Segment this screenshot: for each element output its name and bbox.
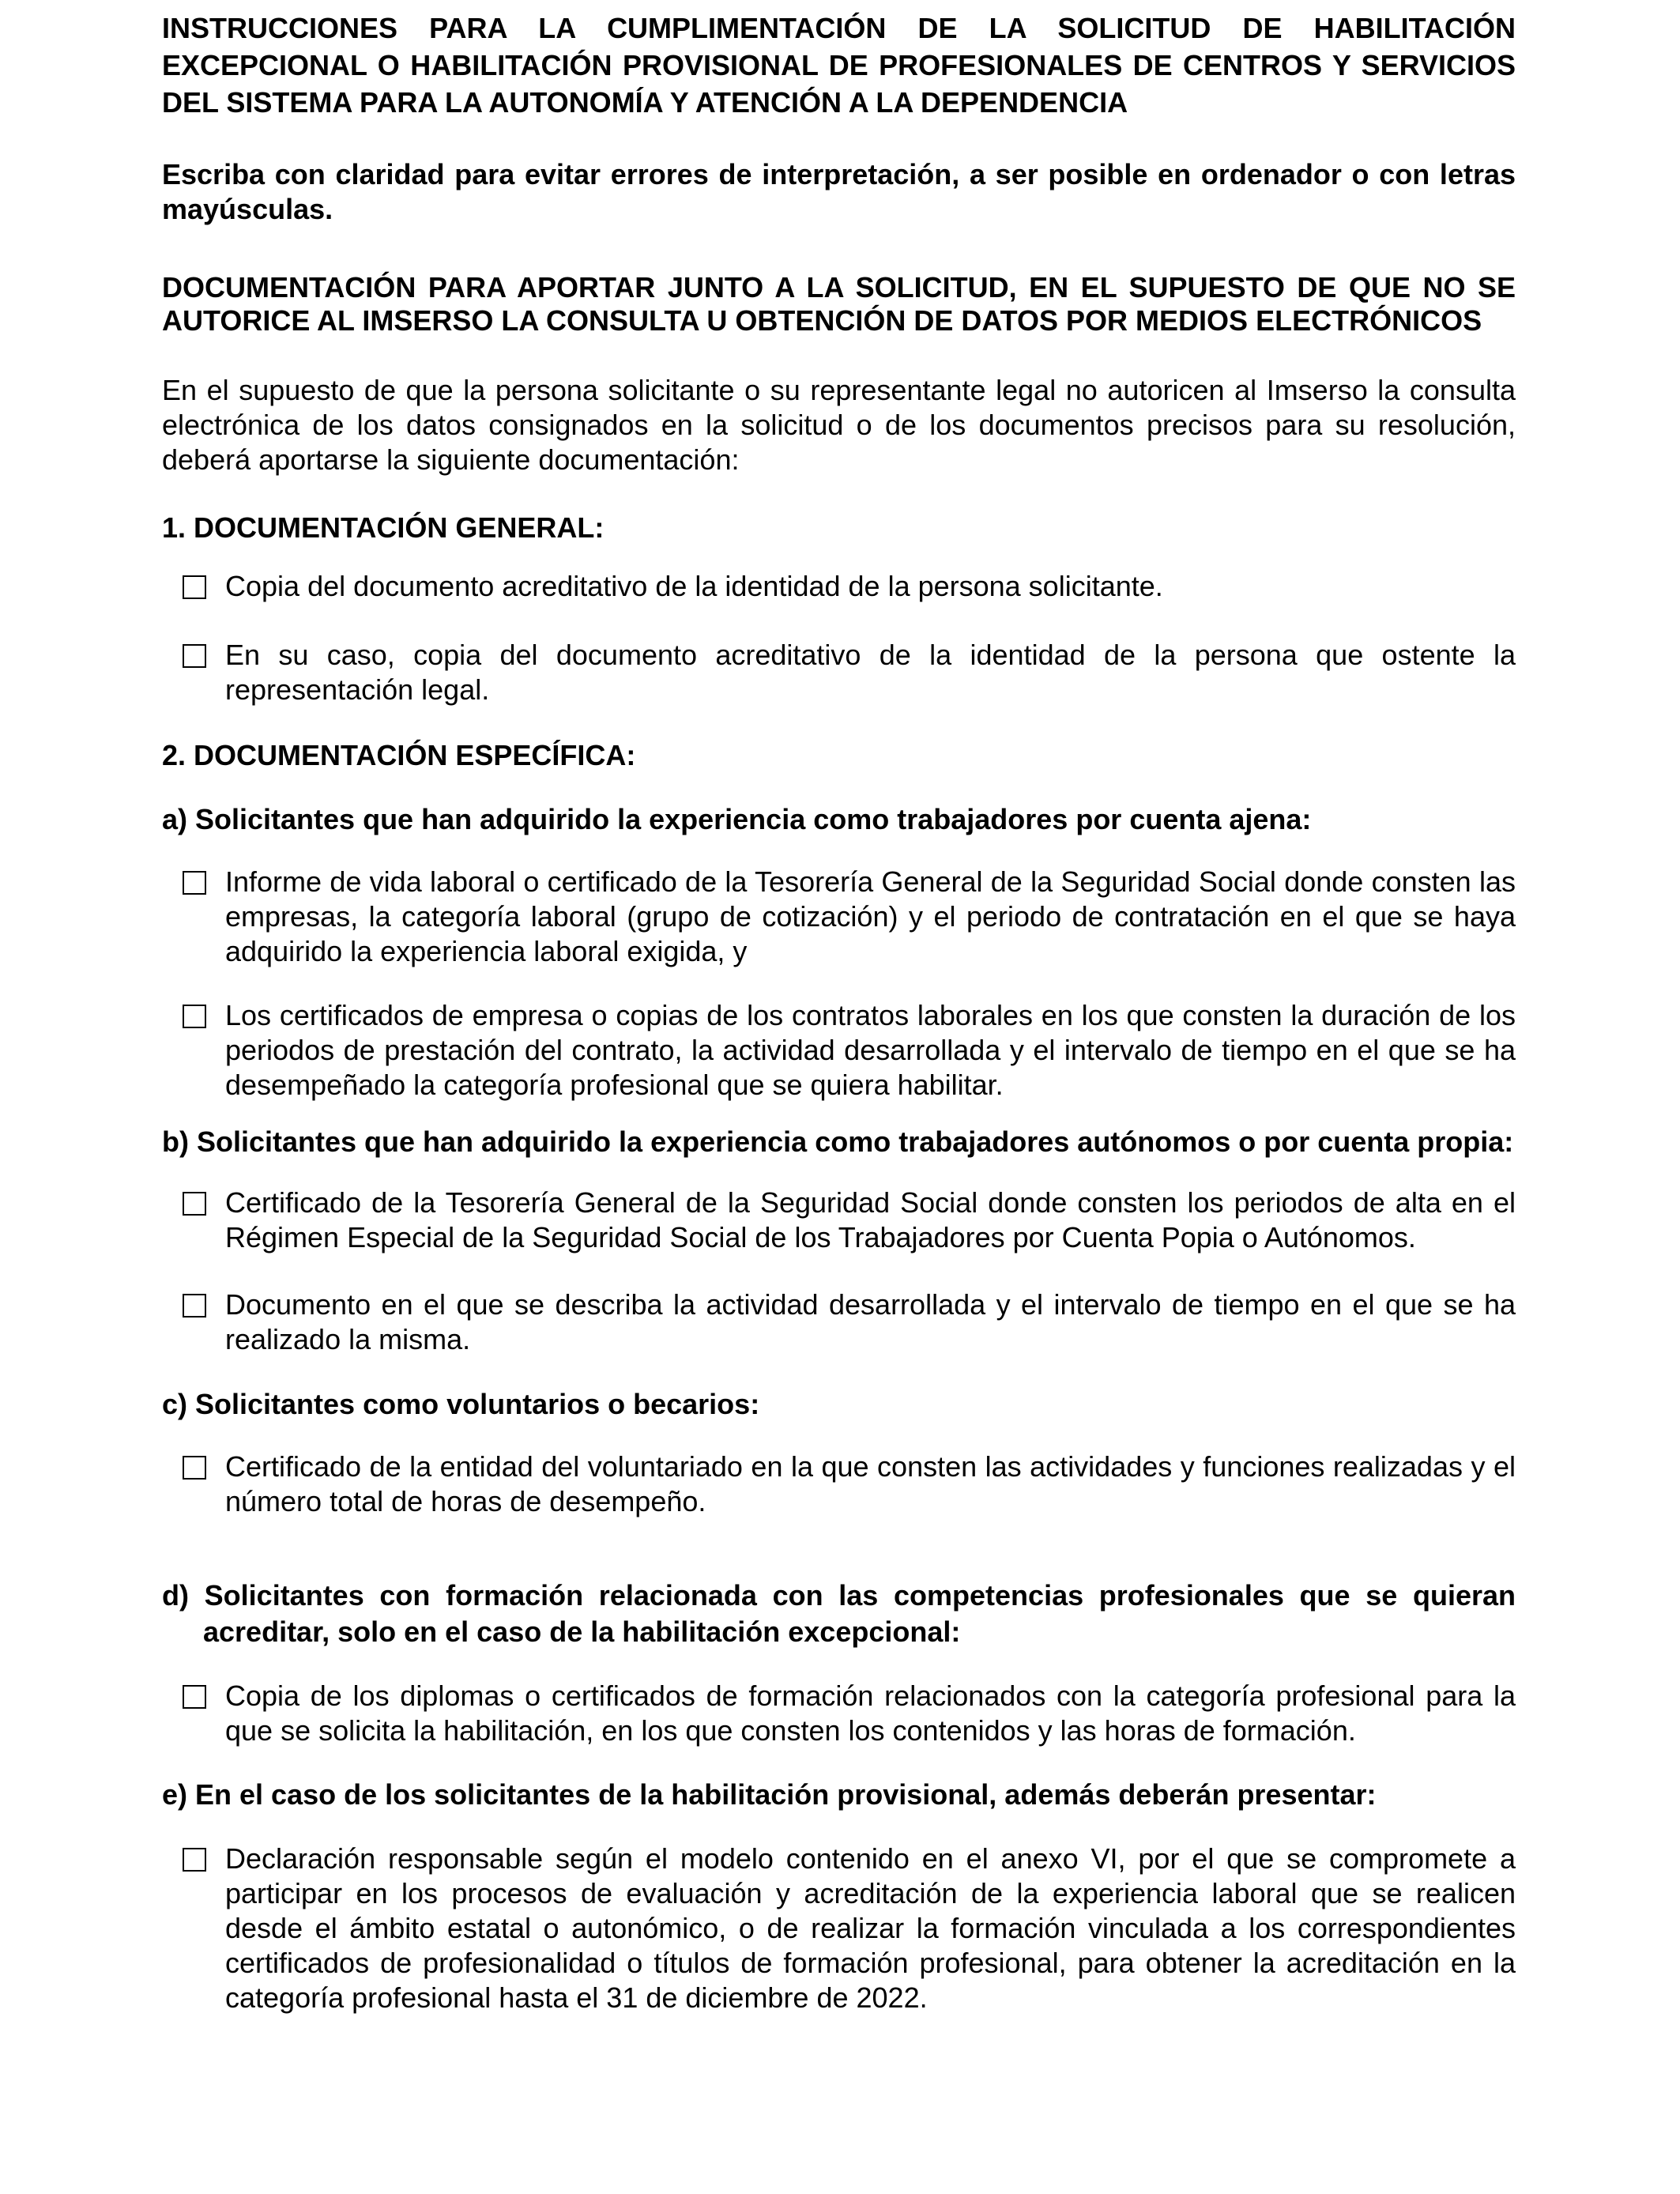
section-d-heading: d) Solicitantes con formación relacionada con las competencias profesionales que se quieran acreditar, solo en el caso de la habilitación excepcional: (162, 1579, 1516, 1648)
section-b-heading: b) Solicitantes que han adquirido la experiencia como trabajadores autónomos o por cuenta propia: (162, 1125, 1514, 1158)
checklist-item-general-identity (162, 569, 1516, 604)
documentation-heading: DOCUMENTACIÓN PARA APORTAR JUNTO A LA SOLICITUD, EN EL SUPUESTO DE QUE NO SE AUTORICE AL IMSERSO LA CONSULTA U OBTENCIÓN DE DATOS POR MEDIOS ELECTRÓNICOS (162, 271, 1516, 337)
checkbox[interactable] (183, 1192, 206, 1216)
item-text: Certificado de la entidad del voluntariado en la que consten las actividades y funciones realizadas y el número total de horas de desempeño. (225, 1450, 1516, 1517)
checkbox[interactable] (183, 644, 206, 668)
document-title: INSTRUCCIONES PARA LA CUMPLIMENTACIÓN DE LA SOLICITUD DE HABILITACIÓN EXCEPCIONAL O HABILITACIÓN PROVISIONAL DE PROFESIONALES DE CENTROS Y SERVICIOS DEL SISTEMA PARA LA AUTONOMÍA Y ATENCIÓN A LA DEPENDENCIA (162, 12, 1516, 119)
checklist-item-a-1 (162, 865, 1516, 969)
item-text: Declaración responsable según el modelo contenido en el anexo VI, por el que se compromete a participar en los procesos de evaluación y acreditación de la experiencia laboral que se realicen desde el ámbito estatal o autonómico, o de realizar la formación vinculada a los correspondientes certificados de profesionalidad o títulos de formación profesional, para obtener la acreditación en la categoría profesional hasta el 31 de diciembre de 2022. (225, 1842, 1516, 2014)
general-heading: 1. DOCUMENTACIÓN GENERAL: (162, 511, 605, 544)
intro-paragraph: En el supuesto de que la persona solicitante o su representante legal no autoricen al Imserso la consulta electrónica de los datos consignados en la solicitud o de los documentos precisos para su resolución, deberá aportarse la siguiente documentación: (162, 374, 1516, 476)
checkbox[interactable] (183, 1005, 206, 1028)
item-text: Certificado de la Tesorería General de la Seguridad Social donde consten los periodos de alta en el Régimen Especial de la Seguridad Social de los Trabajadores por Cuenta Popia o Autónomos. (225, 1186, 1516, 1253)
checklist-item-e-1 (162, 1842, 1516, 2015)
section-c-heading: c) Solicitantes como voluntarios o becarios: (162, 1388, 760, 1420)
checkbox[interactable] (183, 1456, 206, 1480)
checkbox[interactable] (183, 871, 206, 895)
document-page (162, 9, 1516, 2015)
checkbox[interactable] (183, 1294, 206, 1318)
checkbox[interactable] (183, 1685, 206, 1709)
item-text: Los certificados de empresa o copias de los contratos laborales en los que consten la duración de los periodos de prestación del contrato, la actividad desarrollada y el intervalo de tiempo en el que se ha desempeñado la categoría profesional que se quiera habilitar. (225, 999, 1516, 1101)
checklist-item-c-1 (162, 1449, 1516, 1519)
item-text: Documento en el que se describa la actividad desarrollada y el intervalo de tiempo en el que se ha realizado la misma. (225, 1288, 1516, 1355)
item-text: Informe de vida laboral o certificado de la Tesorería General de la Seguridad Social donde consten las empresas, la categoría laboral (grupo de cotización) y el periodo de contratación en el que se haya adquirido la experiencia laboral exigida, y (225, 865, 1516, 967)
checkbox[interactable] (183, 1848, 206, 1872)
clarity-note: Escriba con claridad para evitar errores de interpretación, a ser posible en ordenador o con letras mayúsculas. (162, 158, 1516, 225)
section-e-heading: e) En el caso de los solicitantes de la habilitación provisional, además deberán presentar: (162, 1778, 1377, 1811)
section-a-heading: a) Solicitantes que han adquirido la experiencia como trabajadores por cuenta ajena: (162, 803, 1312, 835)
checklist-item-b-1 (162, 1186, 1516, 1255)
item-text: Copia del documento acreditativo de la identidad de la persona solicitante. (225, 570, 1163, 602)
checklist-item-a-2 (162, 998, 1516, 1103)
item-text: En su caso, copia del documento acreditativo de la identidad de la persona que ostente la representación legal. (225, 639, 1516, 706)
checklist-item-d-1 (162, 1679, 1516, 1748)
specific-heading: 2. DOCUMENTACIÓN ESPECÍFICA: (162, 739, 636, 771)
item-text: Copia de los diplomas o certificados de formación relacionados con la categoría profesional para la que se solicita la habilitación, en los que consten los contenidos y las horas de formación. (225, 1679, 1516, 1747)
checklist-item-b-2 (162, 1287, 1516, 1357)
checkbox[interactable] (183, 575, 206, 599)
checklist-item-general-representative (162, 638, 1516, 707)
